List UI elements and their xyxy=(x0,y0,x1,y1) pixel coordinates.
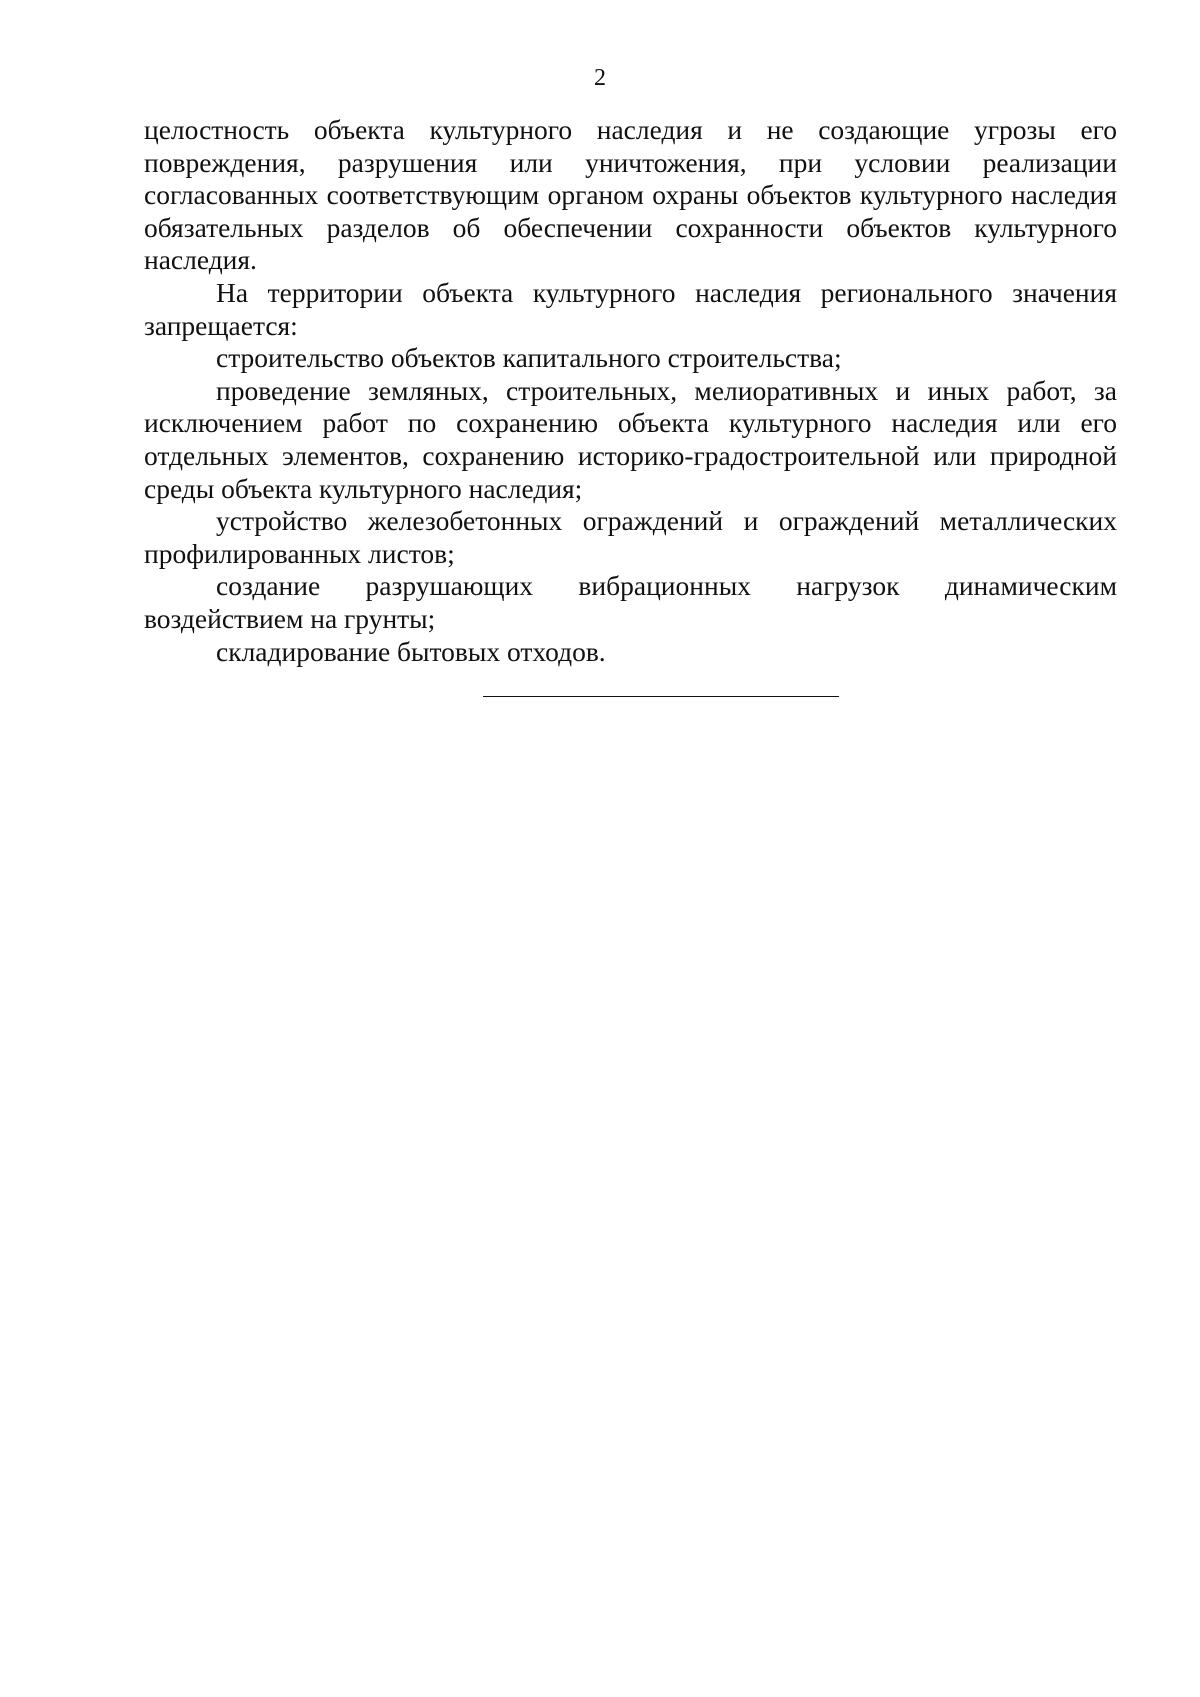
paragraph-prohibition-construction: строительство объектов капитального строительства; xyxy=(216,342,842,374)
paragraph-prohibitions-intro: На территории объекта культурного наследия регионального значения запрещается: xyxy=(144,276,1117,341)
paragraph-continuation: целостность объекта культурного наследия и не создающие угрозы его повреждения, разрушения или уничтожения, при условии реализации согласованных соответствующим органом охраны объектов культурного наследия обязательных разделов об обеспечении сохранности объектов культурного наследия. xyxy=(144,114,1117,276)
page-number: 2 xyxy=(594,65,606,91)
document-body xyxy=(144,114,1117,668)
end-of-document-rule xyxy=(483,696,839,697)
paragraph-prohibition-fences: устройство железобетонных ограждений и ограждений металлических профилированных листов; xyxy=(144,505,1117,569)
paragraph-prohibition-waste: складирование бытовых отходов. xyxy=(216,635,606,667)
paragraph-prohibition-works: проведение земляных, строительных, мелиоративных и иных работ, за исключением работ по сохранению объекта культурного наследия или его отдельных элементов, сохранению историко-градостроительной или природной среды объекта культурного наследия; xyxy=(144,374,1117,504)
paragraph-prohibition-vibration: создание разрушающих вибрационных нагрузок динамическим воздействием на грунты; xyxy=(144,570,1117,634)
